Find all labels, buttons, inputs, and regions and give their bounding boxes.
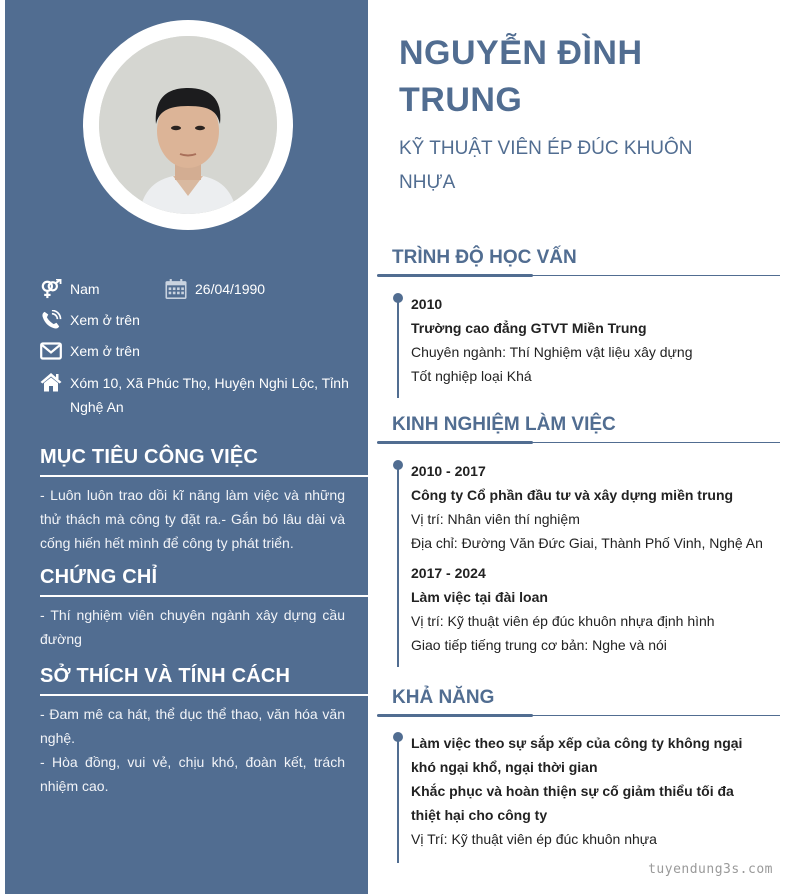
email-icon [40,340,70,362]
profile-photo [99,36,277,214]
experience-detail: Vị trí: Kỹ thuật viên ép đúc khuôn nhựa định hình [411,613,715,629]
experience-detail: Giao tiếp tiếng trung cơ bản: Nghe và nói [411,637,667,653]
watermark: tuyendung3s.com [648,862,773,877]
objective-text: - Luôn luôn trao dồi kĩ năng làm việc và những thử thách mà công ty đặt ra.- Gắn bó lâu dài và cống hiến hết mình để công ty phát triển. [40,487,345,551]
experience-company: Làm việc tại đài loan [411,589,548,605]
education-major: Chuyên ngành: Thí Nghiệm vật liệu xây dựng [411,344,693,360]
experience-section [377,411,780,657]
hobbies-line: - Đam mê ca hát, thể dục thể thao, văn hóa văn nghệ. [40,706,345,746]
objective-title: MỤC TIÊU CÔNG VIỆC [40,446,373,477]
certificates-text: - Thí nghiệm viên chuyên ngành xây dựng cầu đường [40,607,345,647]
avatar-frame [83,20,293,230]
certificates-title: CHỨNG CHỈ [40,566,373,597]
email-value: Xem ở trên [70,343,140,359]
hobbies-title: SỞ THÍCH VÀ TÍNH CÁCH [40,665,373,696]
education-period: 2010 [411,296,443,312]
timeline-line [397,298,399,398]
skill-item: Làm việc theo sự sắp xếp của công ty không ngại khó ngại khổ, ngại thời gian [411,735,743,775]
phone-icon [40,309,70,331]
experience-timeline [397,459,780,657]
education-school: Trường cao đẳng GTVT Miền Trung [411,320,647,336]
certificates-section [40,566,373,651]
experience-company: Công ty Cổ phần đầu tư và xây dựng miền trung [411,487,734,503]
phone-row [40,309,360,340]
dob-field [165,278,265,300]
gender-value: Nam [70,281,100,297]
skills-timeline [397,731,780,851]
objective-section [40,446,373,555]
gender-row [40,278,360,309]
education-section [377,244,780,388]
job-title: KỸ THUẬT VIÊN ÉP ĐÚC KHUÔN NHỰA [399,138,693,193]
avatar [99,36,277,214]
skill-item: Khắc phục và hoàn thiện sự cố giảm thiểu tối đa thiệt hại cho công ty [411,783,734,823]
hobbies-line: - Hòa đồng, vui vẻ, chịu khó, đoàn kết, trách nhiệm cao. [40,754,345,794]
email-row [40,340,360,371]
experience-period: 2010 - 2017 [411,463,486,479]
sidebar [5,0,368,894]
dob-value: 26/04/1990 [195,281,266,297]
section-divider [377,274,780,278]
experience-title: KINH NGHIỆM LÀM VIỆC [392,414,616,435]
address-row [40,371,360,419]
home-icon [40,371,70,393]
timeline-dot [393,460,403,470]
timeline-line [397,465,399,667]
education-title: TRÌNH ĐỘ HỌC VẤN [392,247,577,268]
experience-detail: Vị trí: Nhân viên thí nghiệm [411,511,580,527]
section-divider [377,441,780,445]
gender-icon [40,278,70,300]
experience-detail: Địa chỉ: Đường Văn Đức Giai, Thành Phố Vinh, Nghệ An [411,535,763,551]
candidate-name: NGUYỄN ĐÌNH TRUNG [399,34,643,119]
skills-section [377,684,780,851]
contact-info [40,278,360,419]
hobbies-section [40,665,373,798]
address-value: Xóm 10, Xã Phúc Thọ, Huyện Nghi Lộc, Tỉnh Nghệ An [70,375,349,415]
skills-title: KHẢ NĂNG [392,687,495,708]
timeline-dot [393,732,403,742]
education-timeline [397,292,780,388]
skill-position: Vị Trí: Kỹ thuật viên ép đúc khuôn nhựa [411,831,657,847]
timeline-line [397,737,399,863]
timeline-dot [393,293,403,303]
education-grade: Tốt nghiệp loại Khá [411,368,532,384]
section-divider [377,714,780,718]
experience-period: 2017 - 2024 [411,565,486,581]
phone-value: Xem ở trên [70,312,140,328]
calendar-icon [165,278,195,300]
